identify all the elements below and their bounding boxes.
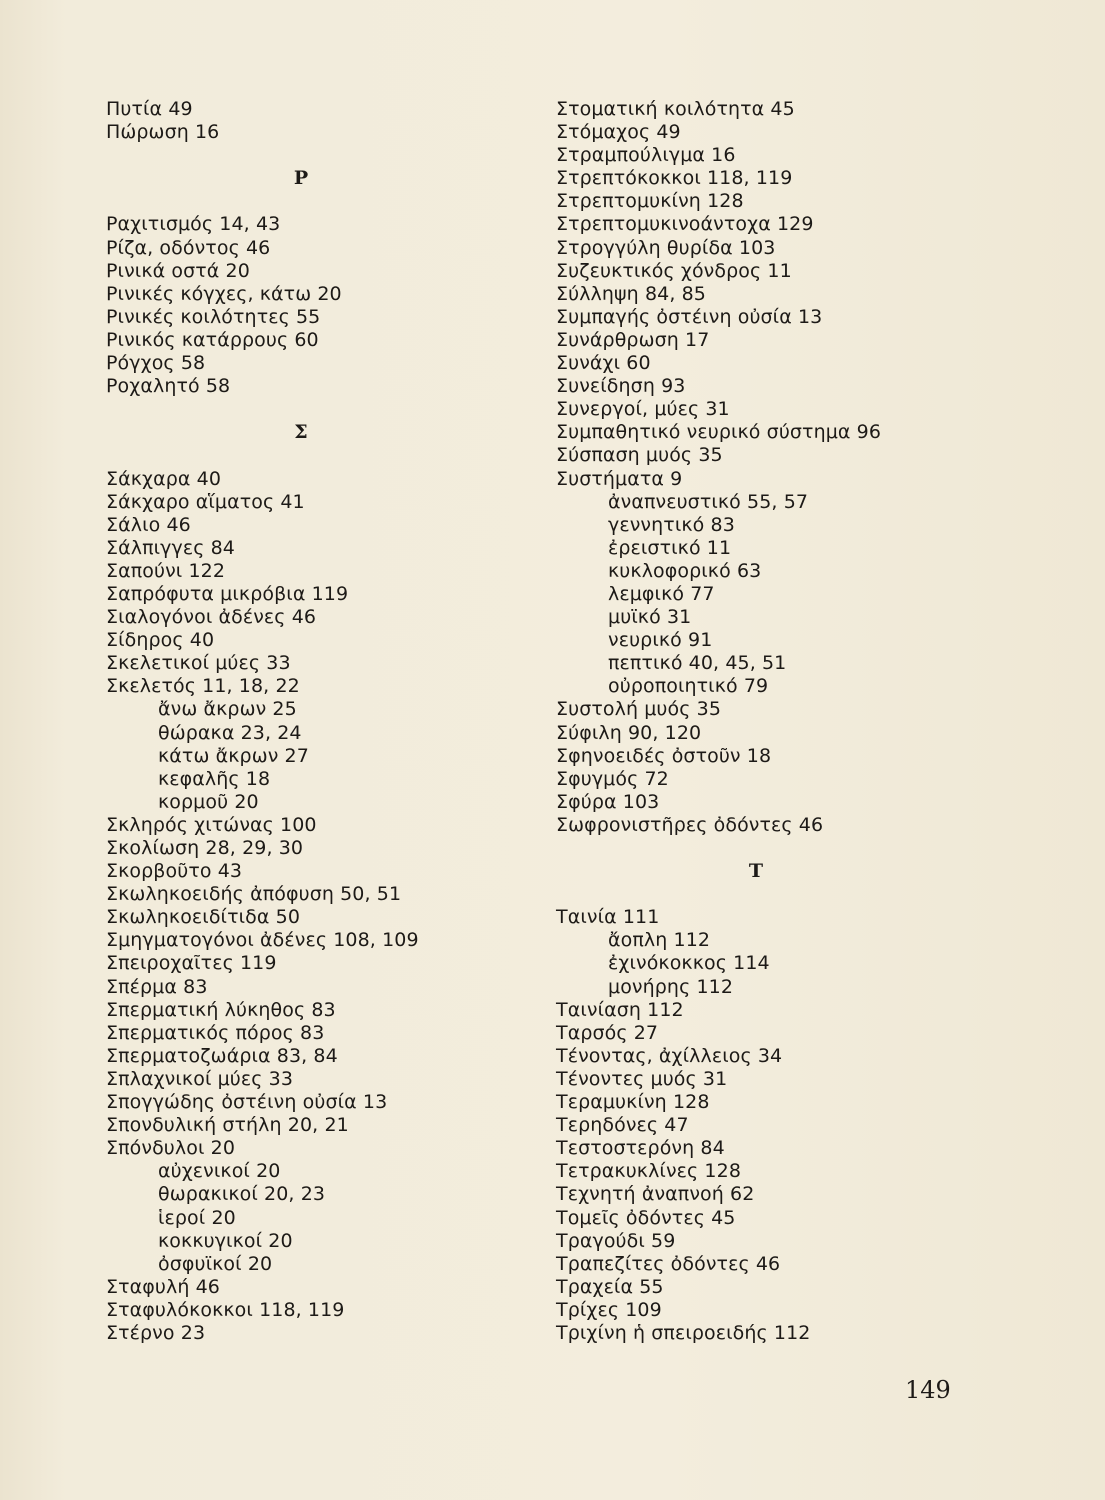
index-entry: Σιαλογόνοι ἀδένες 46: [106, 606, 317, 629]
index-subentry: κάτω ἄκρων 27: [158, 744, 309, 767]
index-entry: Σκολίωση 28, 29, 30: [106, 837, 304, 859]
index-entry: Σφύρα 103: [556, 790, 660, 813]
index-entry: Τεραμυκίνη 128: [556, 1091, 710, 1114]
index-entry: Ρινικές κοιλότητες 55: [106, 305, 321, 328]
index-entry: Ταινία 111: [556, 906, 660, 929]
index-entry: Σάκχαρο αἵματος 41: [106, 490, 305, 513]
index-entry: Τεστοστερόνη 84: [556, 1137, 725, 1160]
index-entry: Συμπαθητικό νευρικό σύστημα 96: [556, 421, 882, 444]
index-subentry: πεπτικό 40, 45, 51: [608, 652, 787, 675]
index-entry: Σύφιλη 90, 120: [556, 721, 702, 744]
index-subentry: κεφαλῆς 18: [158, 767, 271, 790]
index-entry: Σφηνοειδές ὀστοῦν 18: [556, 744, 772, 767]
index-entry: Σκωληκοειδίτιδα 50: [106, 906, 301, 929]
index-entry: Σπογγώδης ὀστέινη οὐσία 13: [106, 1091, 388, 1114]
index-entry: Τένοντες μυός 31: [556, 1067, 728, 1090]
index-entry: Σάλπιγγες 84: [106, 536, 235, 559]
index-entry: Σταφυλή 46: [106, 1275, 220, 1298]
index-subentry: κυκλοφορικό 63: [608, 559, 762, 582]
index-subentry: μονήρης 112: [608, 975, 734, 998]
index-subentry: λεμφικό 77: [608, 582, 715, 605]
index-subentry: ἱεροί 20: [158, 1206, 236, 1229]
index-entry: Συστήματα 9: [556, 467, 683, 490]
index-entry: Τρίχες 109: [556, 1298, 662, 1321]
index-entry: Σπερματική λύκηθος 83: [106, 998, 336, 1021]
index-entry: Σμηγματογόνοι ἀδένες 108, 109: [106, 929, 419, 952]
section-letter-heading: Σ: [294, 421, 308, 444]
index-subentry: γεννητικό 83: [608, 513, 735, 536]
index-subentry: ὀσφυϊκοί 20: [158, 1252, 273, 1275]
index-entry: Στρεπτομυκίνη 128: [556, 190, 744, 213]
index-subentry: ἐρειστικό 11: [608, 536, 732, 559]
index-subentry: ἄνω ἄκρων 25: [158, 698, 297, 721]
index-subentry: ἀναπνευστικό 55, 57: [608, 490, 809, 513]
index-entry: Σκελετικοί μύες 33: [106, 652, 291, 675]
index-subentry: θωρακικοί 20, 23: [158, 1183, 326, 1206]
index-entry: Σύσπαση μυός 35: [556, 444, 723, 467]
index-entry: Συνεργοί, μύες 31: [556, 398, 730, 421]
index-entry: Στόμαχος 49: [556, 121, 681, 144]
index-entry: Τερηδόνες 47: [556, 1114, 689, 1137]
index-entry: Σπλαχνικοί μύες 33: [106, 1067, 294, 1090]
index-entry: Στρεπτόκοκκοι 118, 119: [556, 167, 793, 190]
index-entry: Σάκχαρα 40: [106, 467, 222, 490]
index-subentry: θώρακα 23, 24: [158, 721, 302, 744]
index-entry: Ρινικός κατάρρους 60: [106, 328, 319, 351]
index-subentry: οὐροποιητικό 79: [608, 675, 769, 698]
index-subentry: ἄοπλη 112: [608, 929, 711, 952]
index-entry: Στρογγύλη θυρίδα 103: [556, 236, 776, 259]
index-entry: Τομεῖς ὀδόντες 45: [556, 1206, 736, 1229]
index-entry: Σκορβοῦτο 43: [106, 860, 243, 883]
index-entry: Σωφρονιστῆρες ὀδόντες 46: [556, 813, 824, 836]
index-entry: Τραπεζίτες ὀδόντες 46: [556, 1252, 781, 1275]
index-entry: Σταφυλόκοκκοι 118, 119: [106, 1298, 345, 1321]
index-entry: Πώρωση 16: [106, 121, 220, 144]
index-entry: Ρόγχος 58: [106, 352, 206, 375]
index-entry: Συμπαγής ὀστέινη οὐσία 13: [556, 305, 823, 328]
index-subentry: κοκκυγικοί 20: [158, 1229, 293, 1252]
index-column-left: [106, 98, 526, 1345]
index-entry: Συνάχι 60: [556, 352, 651, 375]
index-entry: Ρίζα, οδόντος 46: [106, 236, 271, 259]
index-entry: Τένοντας, ἀχίλλειος 34: [556, 1044, 783, 1067]
section-letter-heading: Τ: [748, 860, 764, 883]
index-entry: Σκωληκοειδής ἀπόφυση 50, 51: [106, 883, 402, 906]
index-entry: Τετρακυκλίνες 128: [556, 1160, 742, 1183]
index-entry: Συζευκτικός χόνδρος 11: [556, 259, 792, 282]
section-letter-heading: Ρ: [293, 167, 309, 190]
index-entry: Στοματική κοιλότητα 45: [556, 98, 795, 120]
index-entry: Ταρσός 27: [556, 1021, 659, 1044]
index-entry: Σπειροχαῖτες 119: [106, 952, 277, 975]
index-entry: Σκληρός χιτώνας 100: [106, 813, 317, 836]
index-entry: Στραμπούλιγμα 16: [556, 144, 736, 167]
index-entry: Συνάρθρωση 17: [556, 328, 710, 351]
index-entry: Σαπρόφυτα μικρόβια 119: [106, 582, 349, 605]
index-entry: Σπερματικός πόρος 83: [106, 1021, 325, 1044]
index-entry: Τραγούδι 59: [556, 1229, 676, 1252]
index-entry: Στέρνο 23: [106, 1321, 206, 1344]
index-entry: Σφυγμός 72: [556, 767, 669, 790]
index-entry: Συστολή μυός 35: [556, 698, 722, 721]
index-entry: Ραχιτισμός 14, 43: [106, 213, 281, 236]
index-entry: Ταινίαση 112: [556, 998, 684, 1021]
index-entry: Ρινικά οστά 20: [106, 259, 250, 282]
index-subentry: αὐχενικοί 20: [158, 1160, 281, 1183]
index-entry: Συνείδηση 93: [556, 375, 686, 398]
page-number: 149: [905, 1376, 951, 1404]
index-subentry: μυϊκό 31: [608, 606, 692, 629]
index-entry: Σπόνδυλοι 20: [106, 1137, 236, 1160]
index-entry: Πυτία 49: [106, 98, 193, 120]
index-entry: Σίδηρος 40: [106, 629, 215, 652]
index-entry: Σαπούνι 122: [106, 559, 226, 582]
index-column-right: [556, 98, 1036, 1345]
index-entry: Σπέρμα 83: [106, 975, 208, 998]
index-subentry: κορμοῦ 20: [158, 790, 259, 813]
index-entry: Στρεπτομυκινοάντοχα 129: [556, 213, 814, 236]
index-entry: Σάλιο 46: [106, 513, 191, 536]
index-entry: Σκελετός 11, 18, 22: [106, 675, 300, 698]
index-entry: Σπονδυλική στήλη 20, 21: [106, 1114, 349, 1137]
index-entry: Τεχνητή ἀναπνοή 62: [556, 1183, 755, 1206]
index-subentry: ἐχινόκοκκος 114: [608, 952, 770, 975]
index-entry: Τραχεία 55: [556, 1275, 664, 1298]
index-entry: Σύλληψη 84, 85: [556, 282, 706, 305]
index-entry: Ροχαλητό 58: [106, 375, 231, 398]
index-entry: Ρινικές κόγχες, κάτω 20: [106, 282, 342, 305]
index-subentry: νευρικό 91: [608, 629, 713, 652]
index-entry: Τριχίνη ἡ σπειροειδής 112: [556, 1321, 811, 1344]
index-entry: Σπερματοζωάρια 83, 84: [106, 1044, 338, 1067]
